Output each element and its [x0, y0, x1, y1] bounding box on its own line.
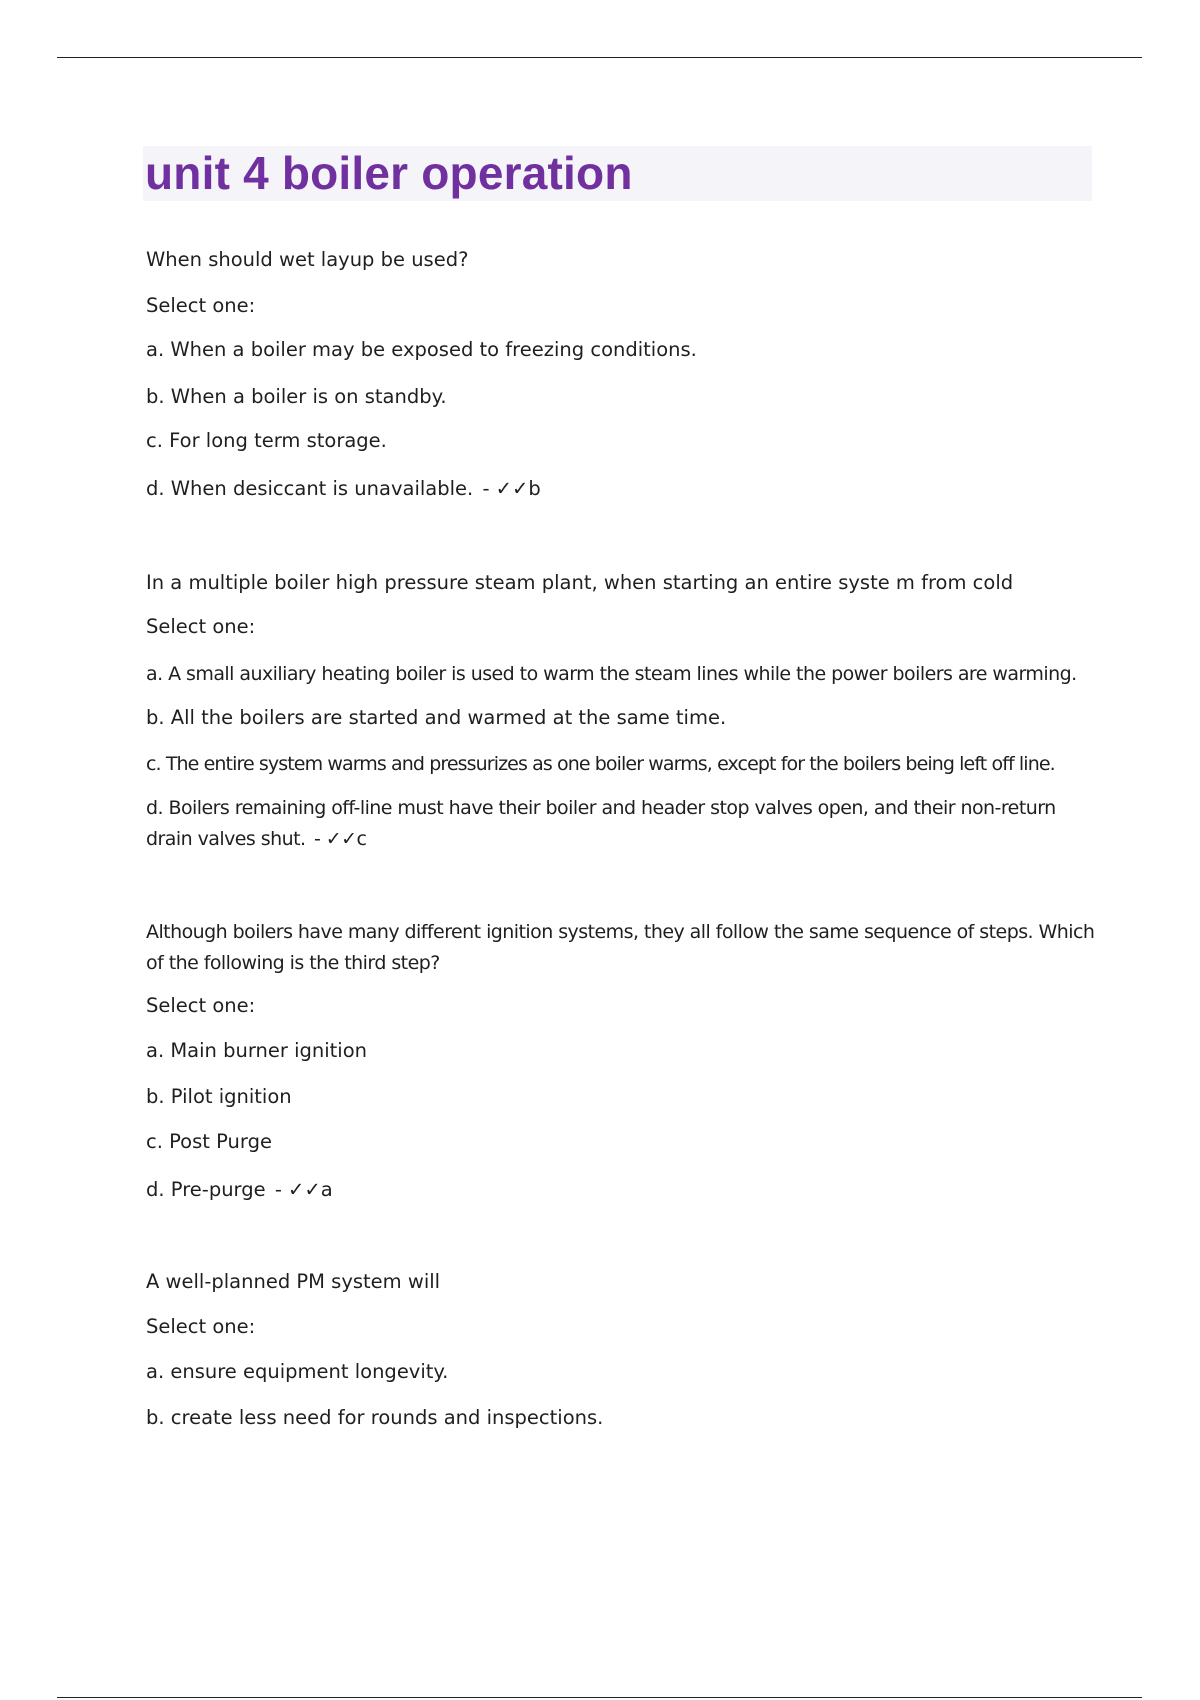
question-2-prompt: In a multiple boiler high pressure steam plant, when starting an entire syste m from cold: [146, 571, 1014, 594]
question-4-select-label: Select one:: [146, 1315, 256, 1338]
question-1-option-b: b. When a boiler is on standby.: [146, 385, 447, 408]
question-1-option-c: c. For long term storage.: [146, 429, 387, 452]
question-4-prompt: A well-planned PM system will: [146, 1270, 441, 1293]
question-1-option-d: [146, 477, 1096, 501]
question-3-option-b: b. Pilot ignition: [146, 1085, 292, 1108]
question-1-select-label: Select one:: [146, 294, 256, 317]
question-3-option-d-text: d. Pre-purge: [146, 1178, 266, 1201]
document-title: unit 4 boiler operation: [145, 147, 633, 199]
page-top-rule: [57, 57, 1142, 58]
question-3-select-label: Select one:: [146, 994, 256, 1017]
question-2-option-b: b. All the boilers are started and warmed at the same time.: [146, 706, 727, 729]
question-2-option-a: a. A small auxiliary heating boiler is used to warm the steam lines while the power boilers are warming.: [146, 663, 1077, 685]
question-1-option-d-text: d. When desiccant is unavailable.: [146, 477, 474, 500]
page-bottom-rule: [57, 1697, 1142, 1698]
question-4-option-b: b. create less need for rounds and inspections.: [146, 1406, 604, 1429]
question-2-select-label: Select one:: [146, 615, 256, 638]
question-3-prompt: Although boilers have many different ignition systems, they all follow the same sequence of steps. Which of the following is the third step?: [146, 921, 1095, 974]
question-2-option-d: [146, 793, 1096, 855]
question-2-option-d-text: d. Boilers remaining off-line must have their boiler and header stop valves open, and their non-return drain valves shut.: [146, 797, 1056, 850]
question-1-option-a: a. When a boiler may be exposed to freezing conditions.: [146, 338, 697, 361]
question-3-option-d: [146, 1178, 1096, 1202]
question-1-prompt: When should wet layup be used?: [146, 248, 469, 271]
question-3-option-a: a. Main burner ignition: [146, 1039, 368, 1062]
question-3-answer-key: - ✓✓a: [274, 1178, 333, 1201]
question-4-option-a: a. ensure equipment longevity.: [146, 1360, 449, 1383]
question-1-answer-key: - ✓✓b: [482, 477, 541, 500]
question-2-option-c: c. The entire system warms and pressurizes as one boiler warms, except for the boilers being left off line.: [146, 753, 1055, 775]
question-3-option-c: c. Post Purge: [146, 1130, 272, 1153]
question-2-answer-key: - ✓✓c: [314, 828, 367, 850]
